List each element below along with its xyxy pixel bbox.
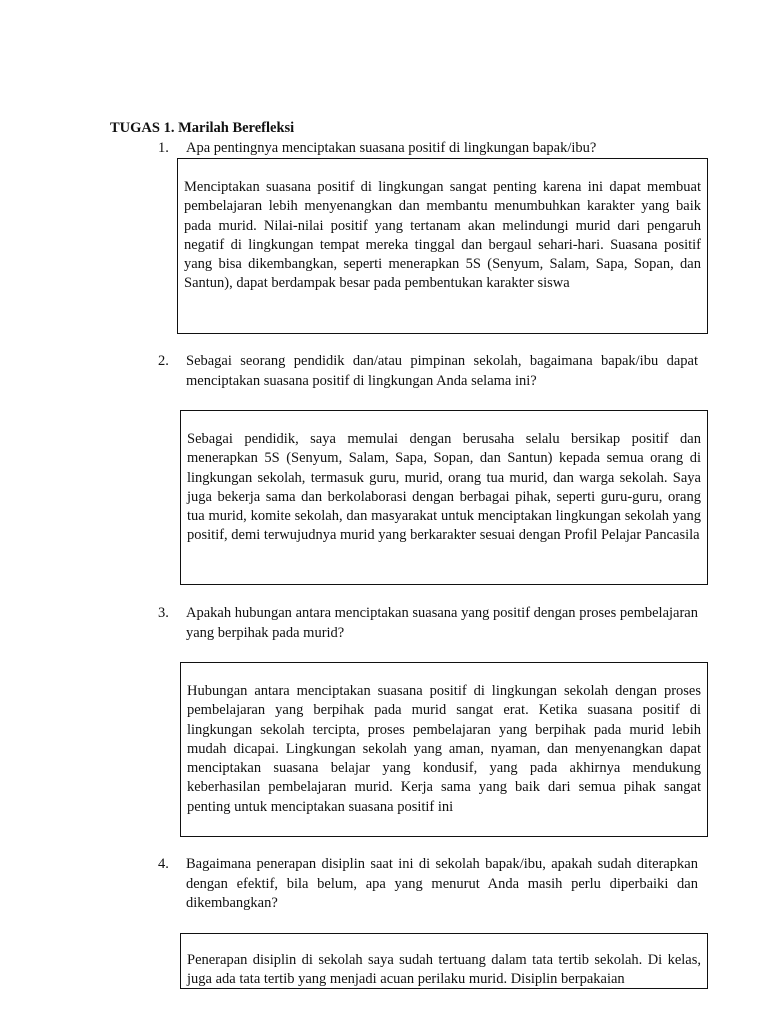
- question-number: 2.: [158, 353, 169, 369]
- question-text: Bagaimana penerapan disiplin saat ini di sekolah bapak/ibu, apakah sudah diterapkan dengan efektif, bila belum, apa yang menurut Anda masih perlu diperbaiki dan dikembangkan?: [186, 856, 698, 911]
- question-3: [158, 604, 698, 643]
- question-text: Apakah hubungan antara menciptakan suasana yang positif dengan proses pembelajaran yang berpihak pada murid?: [186, 605, 698, 641]
- document-heading: TUGAS 1. Marilah Berefleksi: [110, 120, 295, 136]
- answer-text: Menciptakan suasana positif di lingkungan sangat penting karena ini dapat membuat pembelajaran lebih menyenangkan dan membantu menumbuhkan karakter yang baik pada murid. Nilai-nilai positif yang tertanam akan melindungi murid dari pengaruh negatif di lingkungan tempat mereka tinggal dan bergaul sehari-hari. Suasana positif yang bisa dikembangkan, seperti menerapkan 5S (Senyum, Salam, Sapa, Sopan, dan Santun), dapat berdampak besar pada pembentukan karakter siswa: [184, 179, 701, 292]
- question-4: [158, 855, 698, 914]
- question-1: [158, 139, 698, 159]
- answer-text: Sebagai pendidik, saya memulai dengan berusaha selalu bersikap positif dan menerapkan 5S (Senyum, Salam, Sapa, Sopan, dan Santun) kepada semua orang di lingkungan sekolah, termasuk guru, murid, orang tua murid, dan warga sekolah. Saya juga bekerja sama dan berkolaborasi dengan berbagai pihak, seperti guru-guru, orang tua murid, komite sekolah, dan masyarakat untuk menciptakan lingkungan sekolah yang positif, demi terwujudnya murid yang berkarakter sesuai dengan Profil Pelajar Pancasila: [187, 431, 701, 544]
- answer-box-4: [180, 933, 708, 989]
- answer-text: Hubungan antara menciptakan suasana positif di lingkungan sekolah dengan proses pembelajaran yang berpihak pada murid sangat erat. Ketika suasana positif di lingkungan sekolah tercipta, proses pembelajaran yang berpihak pada murid lebih mudah dicapai. Lingkungan sekolah yang aman, nyaman, dan menyenangkan dapat menciptakan suasana belajar yang kondusif, yang pada akhirnya mendukung keberhasilan pembelajaran murid. Kerja sama yang baik dari semua pihak sangat penting untuk menciptakan suasana positif ini: [187, 683, 701, 815]
- question-text: Apa pentingnya menciptakan suasana positif di lingkungan bapak/ibu?: [186, 140, 597, 156]
- question-number: 1.: [158, 140, 169, 156]
- question-2: [158, 352, 698, 391]
- question-number: 4.: [158, 856, 169, 872]
- question-number: 3.: [158, 605, 169, 621]
- answer-box-1: [177, 158, 708, 334]
- question-text: Sebagai seorang pendidik dan/atau pimpinan sekolah, bagaimana bapak/ibu dapat menciptakan suasana positif di lingkungan Anda selama ini?: [186, 353, 698, 389]
- answer-text: Penerapan disiplin di sekolah saya sudah tertuang dalam tata tertib sekolah. Di kelas, juga ada tata tertib yang menjadi acuan perilaku murid. Disiplin berpakaian: [187, 952, 701, 988]
- answer-box-2: [180, 410, 708, 585]
- answer-box-3: [180, 662, 708, 837]
